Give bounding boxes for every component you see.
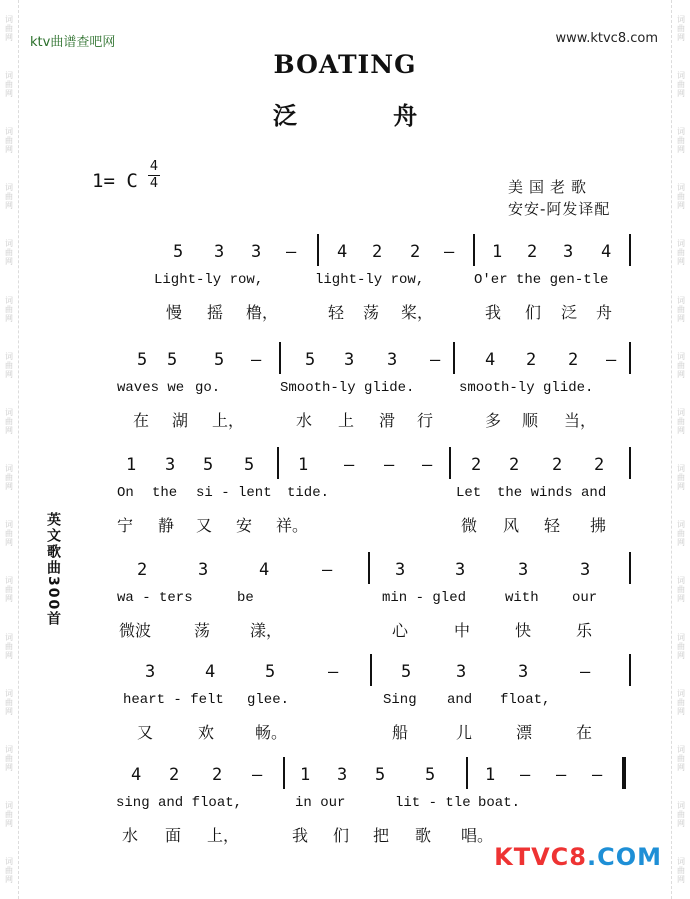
lyric-english: our [572,590,598,606]
lyric-chinese: 微 [461,516,478,535]
watermark-mark: 词曲网 [4,576,14,604]
lyric-chinese: 乐 [576,621,593,640]
note: – [556,765,567,785]
watermark-mark: 词曲网 [4,351,14,379]
lyric-chinese: 上， [207,826,240,845]
lyric-chinese: 微波 [119,621,152,640]
lyric-english: float, [500,692,551,708]
note: – [251,350,262,370]
lyric-chinese: 水 [122,826,139,845]
lyric-chinese: 儿 [456,723,473,742]
watermark-mark: 词曲网 [676,520,686,548]
note: 4 [205,662,216,682]
lyric-chinese: 当， [564,411,597,430]
lyric-english: O'er the gen-tle [474,272,609,288]
bar-line [473,234,475,266]
watermark-mark: 词曲网 [4,520,14,548]
bar-line [279,342,281,374]
lyric-chinese: 轻 [328,303,345,322]
lyric-english: Smooth-ly glide. [280,380,415,396]
lyric-chinese: 水 [296,411,313,430]
lyric-chinese: 泛 [561,303,578,322]
song-title-chinese: 泛 舟 [272,102,462,130]
lyric-chinese: 我 [485,303,502,322]
watermark-mark: 词曲网 [4,183,14,211]
watermark-mark: 词曲网 [4,239,14,267]
lyric-chinese: 们 [525,303,542,322]
lyric-english: tide. [287,485,330,501]
time-signature [148,160,160,191]
lyric-english: in our [295,795,346,811]
time-signature-bottom: 4 [149,176,159,191]
note: – [286,242,297,262]
lyric-chinese: 多 [485,411,502,430]
note: 1 [298,455,309,475]
watermark-mark: 词曲网 [676,464,686,492]
bar-line [370,654,372,686]
lyric-english: sing and float, [116,795,243,811]
score-row [0,455,690,555]
song-credits [508,176,610,220]
lyric-chinese: 拂 [590,516,607,535]
lyric-english: Light-ly row, [154,272,264,288]
note: 1 [300,765,311,785]
watermark-mark: 词曲网 [676,857,686,885]
lyric-chinese: 快 [515,621,532,640]
lyric-chinese: 荡 [194,621,211,640]
lyric-chinese: 滑 [379,411,396,430]
note: 4 [259,560,270,580]
note: 2 [568,350,579,370]
song-origin: 美国老歌 [508,178,593,196]
note: 3 [395,560,406,580]
note: 2 [169,765,180,785]
note: – [322,560,333,580]
watermark-mark: 词曲网 [676,745,686,773]
lyric-chinese: 面 [165,826,182,845]
lyric-chinese: 顺 [522,411,539,430]
note: – [606,350,617,370]
lyric-english: min - gled [382,590,467,606]
lyric-chinese: 中 [454,621,471,640]
lyric-chinese: 摇 [207,303,224,322]
lyric-english: the winds and [497,485,607,501]
note: 3 [580,560,591,580]
lyric-chinese: 在 [133,411,150,430]
song-translator: 安安-阿发译配 [508,200,611,218]
note: 3 [563,242,574,262]
note: 3 [518,662,529,682]
lyric-chinese: 又 [137,723,154,742]
lyric-chinese: 慢 [166,303,183,322]
time-signature-top: 4 [149,159,159,174]
bar-line [277,447,279,479]
note: 3 [251,242,262,262]
note: 3 [145,662,156,682]
lyric-english: si - lent [196,485,272,501]
watermark-mark: 词曲网 [676,295,686,323]
bar-line [317,234,319,266]
watermark-mark: 词曲网 [676,14,686,42]
watermark-mark: 词曲网 [676,632,686,660]
note: – [430,350,441,370]
note: – [422,455,433,475]
watermark-mark: 词曲网 [4,464,14,492]
watermark-mark: 词曲网 [4,126,14,154]
note: 3 [337,765,348,785]
note: 5 [203,455,214,475]
lyric-chinese: 我 [292,826,309,845]
note: 2 [527,242,538,262]
watermark-mark: 词曲网 [4,70,14,98]
note: 3 [344,350,355,370]
watermark-mark: 词曲网 [4,14,14,42]
note: – [384,455,395,475]
lyric-english: glee. [247,692,290,708]
watermark-mark: 词曲网 [4,295,14,323]
watermark-mark: 词曲网 [4,857,14,885]
note: 2 [410,242,421,262]
note: – [520,765,531,785]
lyric-chinese: 欢 [198,723,215,742]
lyric-english: On [117,485,134,501]
watermark-mark: 词曲网 [4,745,14,773]
note: 3 [518,560,529,580]
note: 5 [244,455,255,475]
lyric-english: light-ly row, [315,272,425,288]
lyric-chinese: 祥。 [276,516,309,535]
lyric-chinese: 们 [333,826,350,845]
lyric-english: with [505,590,539,606]
lyric-english: go. [195,380,221,396]
note: 2 [471,455,482,475]
lyric-english: waves we [117,380,185,396]
lyric-chinese: 唱。 [461,826,494,845]
bar-line [629,654,631,686]
note: 3 [456,662,467,682]
note: 5 [214,350,225,370]
logo-part-1: KTVC8 [494,843,587,871]
site-url-right[interactable]: www.ktvc8.com [555,31,658,46]
note: 1 [492,242,503,262]
lyric-english: smooth-ly glide. [459,380,594,396]
lyric-chinese: 又 [196,516,213,535]
lyric-chinese: 把 [373,826,390,845]
lyric-chinese: 轻 [544,516,561,535]
note: 4 [601,242,612,262]
note: 3 [198,560,209,580]
lyric-chinese: 舟 [596,303,613,322]
lyric-chinese: 宁 [117,516,134,535]
bar-line [629,447,631,479]
lyric-chinese: 桨， [401,303,434,322]
bar-line [622,757,626,789]
note: 2 [594,455,605,475]
lyric-chinese: 漂 [516,723,533,742]
note: – [580,662,591,682]
key-signature: 1= C [92,170,138,192]
watermark-mark: 词曲网 [676,688,686,716]
note: 2 [526,350,537,370]
score-row [0,242,690,342]
bar-line [629,234,631,266]
watermark-mark: 词曲网 [676,183,686,211]
lyric-chinese: 歌 [415,826,432,845]
watermark-mark: 词曲网 [676,576,686,604]
watermark-mark: 词曲网 [4,632,14,660]
note: – [592,765,603,785]
note: 4 [485,350,496,370]
watermark-mark: 词曲网 [4,688,14,716]
score-row [0,560,690,660]
note: 3 [165,455,176,475]
note: 3 [387,350,398,370]
bar-line [368,552,370,584]
lyric-chinese: 湖 [172,411,189,430]
note: 5 [305,350,316,370]
note: – [444,242,455,262]
note: 2 [372,242,383,262]
lyric-chinese: 安 [236,516,253,535]
note: 4 [131,765,142,785]
watermark-mark: 词曲网 [4,801,14,829]
score-row [0,350,690,450]
note: 5 [265,662,276,682]
bar-line [453,342,455,374]
note: 2 [212,765,223,785]
watermark-mark: 词曲网 [676,351,686,379]
note: 1 [485,765,496,785]
lyric-english: Sing [383,692,417,708]
note: 2 [552,455,563,475]
bar-line [629,552,631,584]
bar-line [283,757,285,789]
lyric-english: heart - felt [123,692,224,708]
song-title-english: BOATING [273,50,417,79]
note: 5 [401,662,412,682]
lyric-english: wa - ters [117,590,193,606]
score-row [0,662,690,762]
lyric-chinese: 上 [338,411,355,430]
bar-line [629,342,631,374]
note: 2 [137,560,148,580]
note: 5 [375,765,386,785]
lyric-chinese: 漾， [250,621,283,640]
watermark-mark: 词曲网 [4,407,14,435]
note: 1 [126,455,137,475]
lyric-chinese: 荡 [363,303,380,322]
site-logo [494,843,662,871]
lyric-chinese: 在 [576,723,593,742]
book-side-note: 英文歌曲300首 [45,512,61,628]
lyric-chinese: 船 [392,723,409,742]
bar-line [449,447,451,479]
watermark-mark: 词曲网 [676,126,686,154]
lyric-english: lit - tle [395,795,471,811]
note: 4 [337,242,348,262]
lyric-english: boat. [478,795,521,811]
bar-line [466,757,468,789]
lyric-chinese: 畅。 [255,723,288,742]
note: 5 [173,242,184,262]
watermark-mark: 词曲网 [676,801,686,829]
lyric-english: Let [456,485,482,501]
note: 2 [509,455,520,475]
lyric-english: and [447,692,473,708]
lyric-chinese: 风 [503,516,520,535]
watermark-mark: 词曲网 [676,407,686,435]
lyric-chinese: 上， [212,411,245,430]
lyric-english: be [237,590,254,606]
note: 5 [425,765,436,785]
site-name-left[interactable]: ktv曲谱查吧网 [30,35,116,50]
watermark-mark: 词曲网 [676,239,686,267]
lyric-english: the [152,485,178,501]
note: 3 [214,242,225,262]
lyric-chinese: 心 [392,621,409,640]
note: – [344,455,355,475]
note: 5 [167,350,178,370]
lyric-chinese: 行 [417,411,434,430]
note: – [252,765,263,785]
watermark-mark: 词曲网 [676,70,686,98]
note: 3 [455,560,466,580]
lyric-chinese: 橹， [246,303,279,322]
logo-part-2: .COM [586,843,662,871]
note: 5 [137,350,148,370]
lyric-chinese: 静 [158,516,175,535]
note: – [328,662,339,682]
